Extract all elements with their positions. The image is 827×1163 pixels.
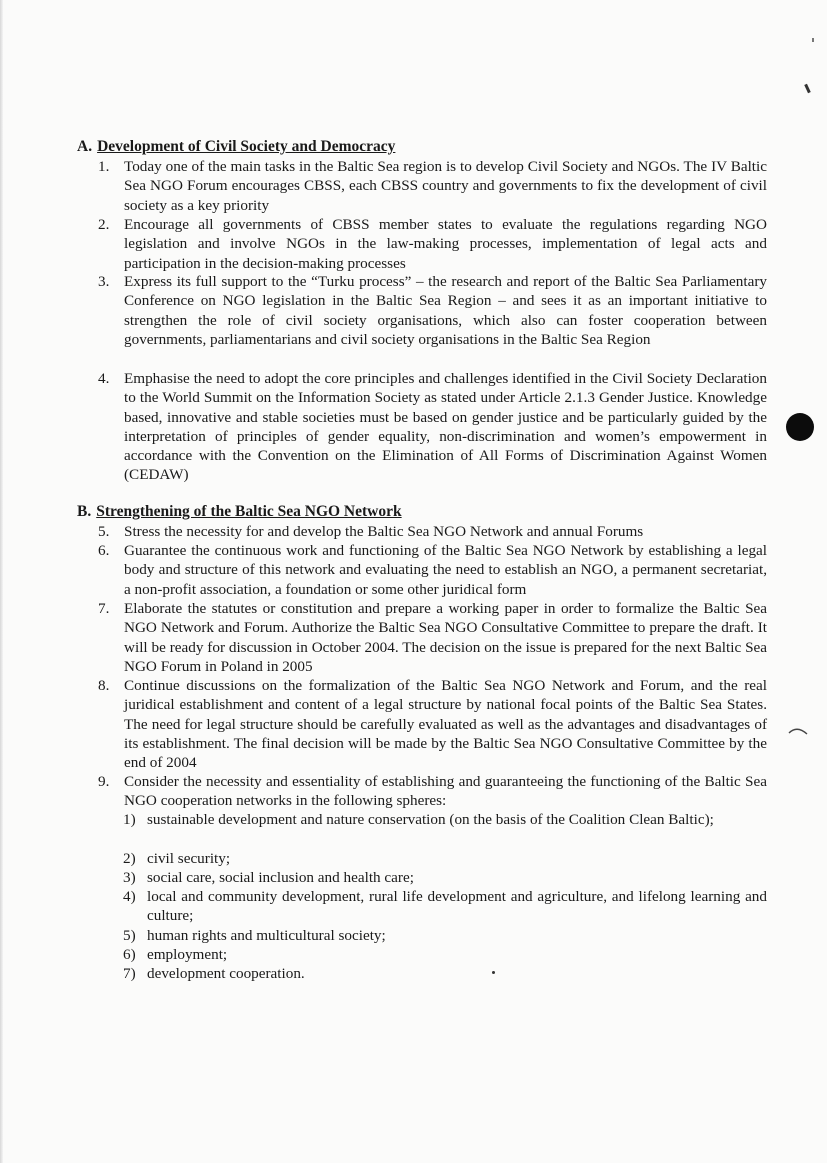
sphere-text: social care, social inclusion and health care; bbox=[147, 869, 414, 886]
item-number: 9. bbox=[98, 773, 110, 790]
sphere-number: 1) bbox=[123, 811, 136, 828]
list-item bbox=[98, 599, 767, 676]
item-number: 4. bbox=[98, 370, 110, 387]
sphere-text: civil security; bbox=[147, 850, 231, 867]
punch-hole-mark bbox=[786, 413, 814, 441]
sphere-number: 4) bbox=[123, 888, 136, 905]
sphere-text: human rights and multicultural society; bbox=[147, 927, 386, 944]
sphere-text: development cooperation. bbox=[147, 965, 305, 982]
section-a-heading bbox=[77, 137, 395, 156]
item-text: Guarantee the continuous work and functioning of the Baltic Sea NGO Network by establishing a legal body and structure of this network and evaluating the need to establish an NGO, a permanent secretariat, a non-profit association, a foundation or some other juridical form bbox=[124, 542, 767, 598]
list-item bbox=[98, 272, 767, 349]
sphere-list-item bbox=[123, 810, 767, 829]
sphere-list-item bbox=[123, 926, 767, 945]
section-letter: B. bbox=[77, 503, 92, 520]
item-text: Elaborate the statutes or constitution and prepare a working paper in order to formalize the Baltic Sea NGO Network and Forum. Authorize the Baltic Sea NGO Consultative Committee to prepare the draft. It will be ready for discussion in October 2004. The decision on the issue is prepared for the next Baltic Sea NGO Forum in Poland in 2005 bbox=[124, 600, 767, 675]
scan-speck bbox=[812, 38, 814, 42]
section-title: Strengthening of the Baltic Sea NGO Network bbox=[96, 503, 402, 520]
item-number: 8. bbox=[98, 677, 110, 694]
item-number: 5. bbox=[98, 523, 110, 540]
item-text: Consider the necessity and essentiality of establishing and guaranteeing the functioning of the Baltic Sea NGO cooperation networks in the following spheres: bbox=[124, 773, 767, 810]
sphere-list-item bbox=[123, 964, 767, 983]
item-text: Encourage all governments of CBSS member states to evaluate the regulations regarding NGO legislation and involve NGOs in the law-making processes, implementation of legal acts and participation in the decision-making processes bbox=[124, 216, 767, 272]
list-item bbox=[98, 676, 767, 772]
list-item bbox=[98, 157, 767, 215]
item-text: Stress the necessity for and develop the Baltic Sea NGO Network and annual Forums bbox=[124, 523, 644, 540]
item-text: Express its full support to the “Turku process” – the research and report of the Baltic Sea Parliamentary Conference on NGO legislation in the Baltic Sea Region – and sees it as an important initiative to strengthen the role of civil society organisations, which also can foster cooperation between governments, parliamentarians and civil society organisations in the Baltic Sea Region bbox=[124, 273, 767, 348]
list-item bbox=[98, 541, 767, 599]
scan-mark bbox=[804, 84, 811, 93]
item-number: 7. bbox=[98, 600, 110, 617]
list-item bbox=[98, 772, 767, 811]
list-item bbox=[98, 369, 767, 485]
list-item bbox=[98, 522, 767, 541]
sphere-list-item bbox=[123, 868, 767, 887]
sphere-number: 5) bbox=[123, 927, 136, 944]
sphere-list-item bbox=[123, 887, 767, 926]
sphere-list-item bbox=[123, 945, 767, 964]
scan-mark bbox=[788, 724, 808, 736]
item-text: Today one of the main tasks in the Baltic Sea region is to develop Civil Society and NGOs. The IV Baltic Sea NGO Forum encourages CBSS, each CBSS country and governments to fix the development of civil society as a key priority bbox=[124, 158, 767, 214]
section-title: Development of Civil Society and Democracy bbox=[97, 138, 396, 155]
sphere-number: 3) bbox=[123, 869, 136, 886]
section-letter: A. bbox=[77, 138, 93, 155]
sphere-number: 6) bbox=[123, 946, 136, 963]
sphere-number: 7) bbox=[123, 965, 136, 982]
item-number: 3. bbox=[98, 273, 110, 290]
item-text: Continue discussions on the formalization of the Baltic Sea NGO Network and Forum, and the real juridical establishment and content of a legal structure by national focal points of the Baltic Sea States. The need for legal structure should be carefully evaluated as well as the advantages and disadvantages of its establishment. The final decision will be made by the Baltic Sea NGO Consultative Committee by the end of 2004 bbox=[124, 677, 767, 772]
item-number: 1. bbox=[98, 158, 110, 175]
item-number: 6. bbox=[98, 542, 110, 559]
sphere-list-item bbox=[123, 849, 767, 868]
sphere-text: sustainable development and nature conservation (on the basis of the Coalition Clean Baltic); bbox=[147, 811, 714, 828]
list-item bbox=[98, 215, 767, 273]
item-number: 2. bbox=[98, 216, 110, 233]
sphere-number: 2) bbox=[123, 850, 136, 867]
item-text: Emphasise the need to adopt the core principles and challenges identified in the Civil Society Declaration to the World Summit on the Information Society as stated under Article 2.1.3 Gender Justice. Knowledge based, innovative and stable societies must be based on gender justice and be particularly guided by the interpretation of principles of gender equality, non-discrimination and women’s empowerment in accordance with the Convention on the Elimination of All Forms of Discrimination Against Women (CEDAW) bbox=[124, 370, 767, 484]
section-b-heading bbox=[77, 502, 402, 521]
sphere-text: local and community development, rural life development and agriculture, and lifelong learning and culture; bbox=[147, 888, 767, 925]
sphere-text: employment; bbox=[147, 946, 228, 963]
